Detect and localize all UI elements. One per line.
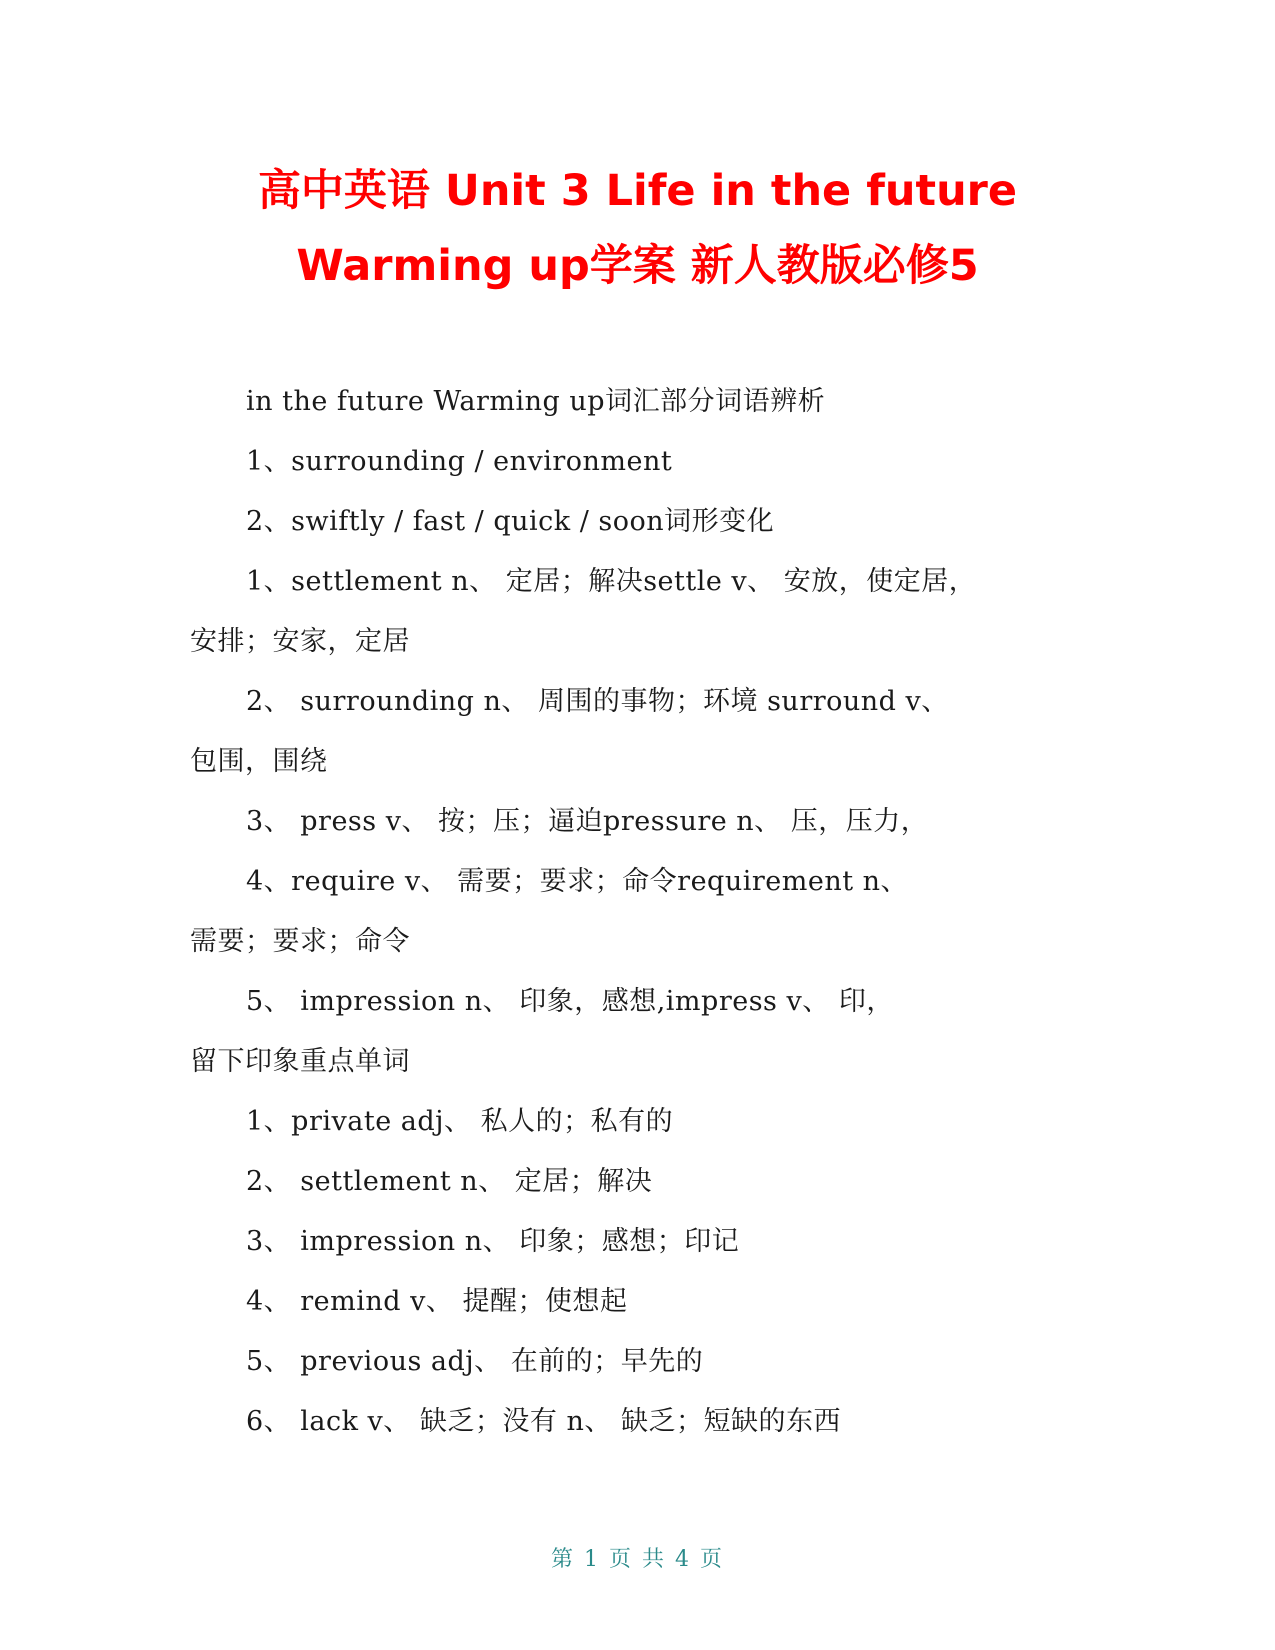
paragraph-line: in the future Warming up词汇部分词语辨析: [246, 386, 826, 417]
paragraph-line-continued: 包围，围绕: [190, 746, 328, 777]
paragraph-line-continued: 留下印象重点单词: [190, 1046, 410, 1077]
page-number-footer: 第 1 页 共 4 页: [551, 1547, 724, 1572]
document-title-line-2: Warming up学案 新人教版必修5: [296, 241, 979, 291]
document-body: [190, 372, 1070, 1452]
paragraph-line-continued: 安排；安家，定居: [190, 626, 410, 657]
paragraph-line: 1、private adj、 私人的；私有的: [246, 1106, 674, 1137]
paragraph-line: 2、 surrounding n、 周围的事物；环境 surround v、: [246, 686, 949, 717]
paragraph-line: 5、 impression n、 印象，感想,impress v、 印，: [246, 986, 894, 1017]
paragraph-line: 4、require v、 需要；要求；命令requirement n、: [246, 866, 909, 897]
paragraph-line: 5、 previous adj、 在前的；早先的: [246, 1346, 704, 1377]
paragraph-line: 4、 remind v、 提醒；使想起: [246, 1286, 628, 1317]
paragraph-line: 1、surrounding / environment: [246, 446, 673, 477]
paragraph-line: 1、settlement n、 定居；解决settle v、 安放，使定居，: [246, 566, 977, 597]
document-title-line-1: 高中英语 Unit 3 Life in the future: [257, 166, 1018, 216]
paragraph-line: 3、 press v、 按；压；逼迫pressure n、 压，压力，: [246, 806, 929, 837]
paragraph-line: 3、 impression n、 印象；感想；印记: [246, 1226, 740, 1257]
paragraph-line: 2、swiftly / fast / quick / soon词形变化: [246, 506, 775, 537]
paragraph-line-continued: 需要；要求；命令: [190, 926, 410, 957]
paragraph-line: 2、 settlement n、 定居；解决: [246, 1166, 653, 1197]
paragraph-line: 6、 lack v、 缺乏；没有 n、 缺乏；短缺的东西: [246, 1406, 841, 1437]
